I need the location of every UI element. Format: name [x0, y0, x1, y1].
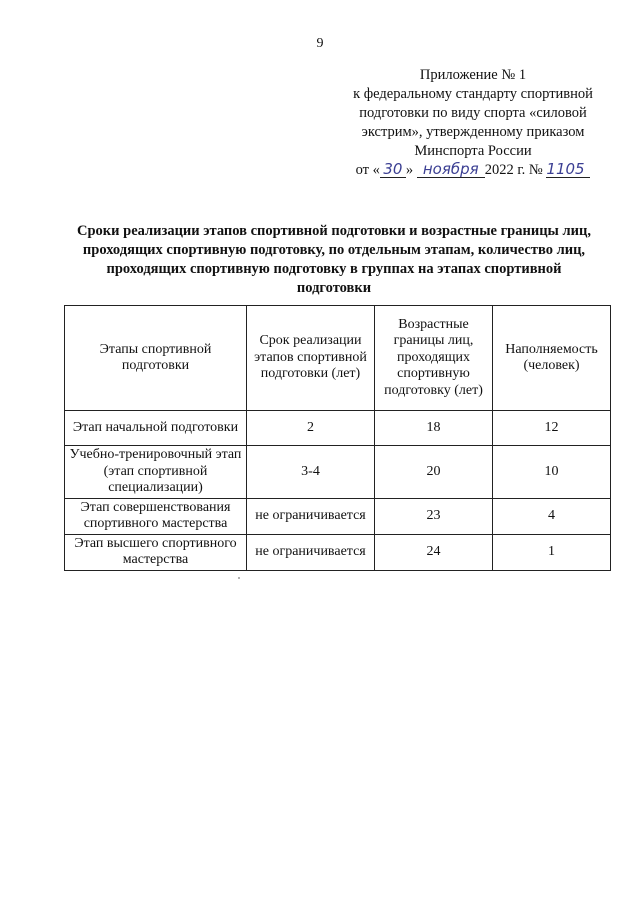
heading-line: подготовки [296, 280, 372, 296]
training-stages-table [64, 305, 611, 571]
cell-group-size: 10 [493, 446, 611, 499]
cell-age: 24 [375, 534, 493, 570]
cell-age: 18 [375, 411, 493, 446]
annex-line: экстрим», утвержденному приказом [361, 124, 585, 140]
cell-stage: Этап высшего спортивного мастерства [65, 534, 247, 570]
order-day-handwritten: 30 [380, 162, 406, 178]
cell-group-size: 1 [493, 534, 611, 570]
document-heading [66, 222, 602, 298]
table-row [65, 534, 611, 570]
cell-group-size: 12 [493, 411, 611, 446]
order-number-handwritten: 1105 [546, 162, 590, 178]
cell-duration: не ограничивается [247, 534, 375, 570]
annex-title: Приложение № 1 [419, 67, 527, 83]
heading-line: Сроки реализации этапов спортивной подготовки и возрастные границы лиц, [77, 223, 591, 239]
table-row [65, 498, 611, 534]
table-row [65, 411, 611, 446]
date-prefix: от « [355, 162, 380, 178]
annex-line: подготовки по виду спорта «силовой [359, 105, 587, 121]
cell-group-size: 4 [493, 498, 611, 534]
table-header-row [65, 306, 611, 411]
order-year: 2022 г. № [484, 162, 543, 178]
header-age-limits: Возрастные границы лиц, проходящих спортивную подготовку (лет) [375, 306, 493, 411]
heading-line: проходящих спортивную подготовку в группах на этапах спортивной [106, 261, 562, 277]
date-quote-close: » [405, 162, 414, 178]
cell-duration: 2 [247, 411, 375, 446]
order-date-line [350, 161, 596, 180]
header-stage: Этапы спортивной подготовки [65, 306, 247, 411]
table-row [65, 446, 611, 499]
heading-line: проходящих спортивную подготовку, по отдельным этапам, количество лиц, [82, 242, 586, 258]
cell-age: 23 [375, 498, 493, 534]
cell-age: 20 [375, 446, 493, 499]
header-group-size: Наполняемость (человек) [493, 306, 611, 411]
cell-duration: не ограничивается [247, 498, 375, 534]
cell-stage: Этап совершенствования спортивного мастерства [65, 498, 247, 534]
annex-line: к федеральному стандарту спортивной [353, 86, 593, 102]
cell-stage: Учебно-тренировочный этап (этап спортивной специализации) [65, 446, 247, 499]
order-month-handwritten: ноября [417, 162, 485, 178]
header-duration: Срок реализации этапов спортивной подготовки (лет) [247, 306, 375, 411]
annex-line: Минспорта России [414, 143, 532, 159]
cell-stage: Этап начальной подготовки [65, 411, 247, 446]
cell-duration: 3-4 [247, 446, 375, 499]
page-number: 9 [316, 36, 324, 51]
annex-block [350, 66, 596, 180]
scan-speck [238, 577, 240, 579]
